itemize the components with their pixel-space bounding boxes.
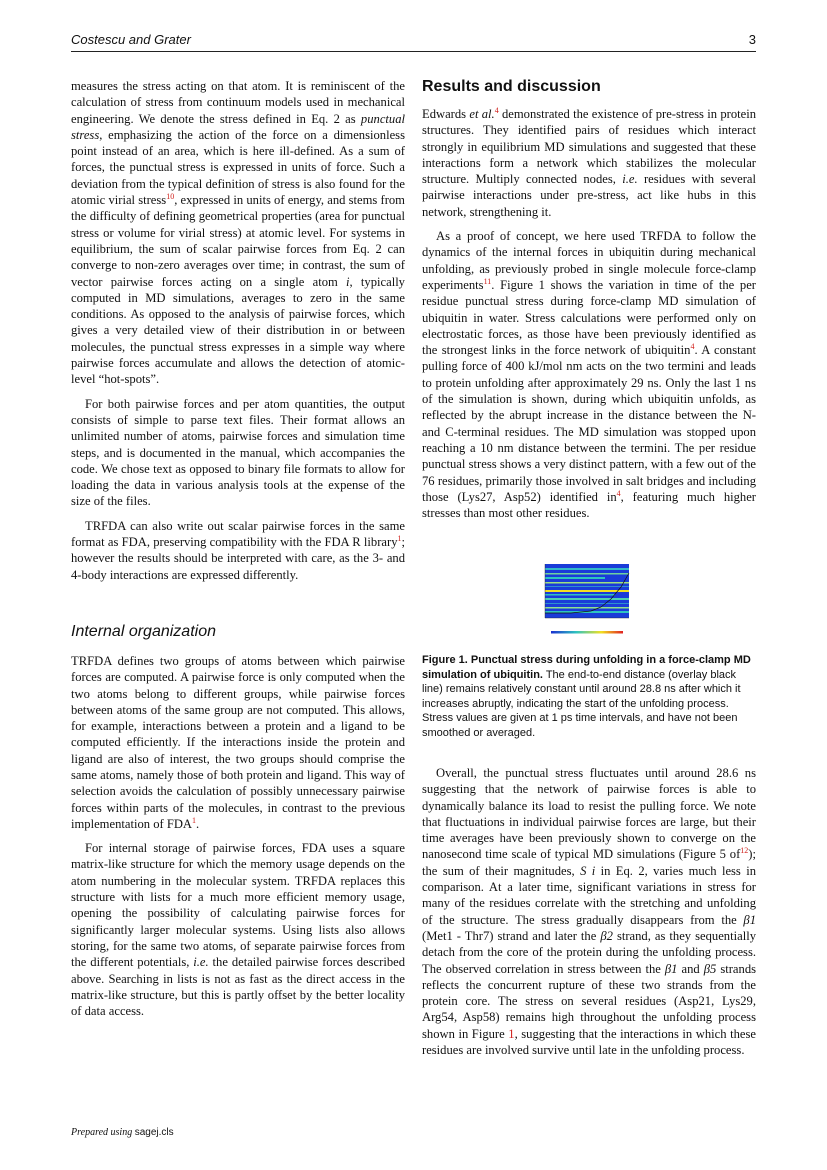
paragraph: Overall, the punctual stress fluctuates until around 28.6 ns suggesting that the network of pairwise forces is able to dynamically balance its load to resist the pulling force. We note that fluctuations in individual pairwise forces are large, but their time averages have been previously shown to converge on the nanosecond time scale of typical MD simulations (Figure 5 of$^{12}$); the sum of their magnitudes, S i in Eq. 2, varies much less in comparison. At a later time, significant variations in stress for many of the residues correlate with the stretching and unfolding of the structure. The stress gradually disappears from the β1 (Met1 - Thr7) strand and later the β2 strand, as they sequentially detach from the core of the protein during the unfolding process. The observed correlation in stress between the β1 and β5 strands reflects the concurrent rupture of these two strands from the protein core. The stress on several residues (Asp21, Lys29, Arg54, Asp58) remains high throughout the unfolding process shown in Figure 1, suggesting that the interactions in which these residues are involved survive until late in the unfolding process. bbox=[422, 766, 757, 1058]
paragraph: measures the stress acting on that atom. It is reminiscent of the calculation of stress from continuum models used in mechanical engineering. We denote the stress defined in Eq. 2 as punctual stress, emphasizing the action of the force on a dimensionless point instead of an area, which is here ill-defined. As a sum of forces, the punctual stress is expressed in units of force. Such a deviation from the typical definition of stress is also found for the atomic virial stress$^{10}$, expressed in units of energy, and stems from the difficulty of defining geometrical properties (area for punctual stress or volume for virial stress) at atomic level. For systems in equilibrium, the sum of scalar pairwise forces from Eq. 2 can converge to non-zero averages over time; in contrast, the sum of vector pairwise forces acting on a single atom i, typically computed in MD simulations, averages to zero in the same conditions. As opposed to the analysis of pairwise forces, which gives a very detailed view of their distribution in or between molecules, the punctual stress expresses in a simple way where pairwise forces accumulate and allows the detection of atomic-level “hot-spots”. bbox=[71, 79, 405, 387]
citation[interactable]: 11 bbox=[483, 276, 492, 286]
citation[interactable]: 12 bbox=[740, 846, 749, 856]
page-header bbox=[71, 30, 756, 52]
citation[interactable]: 1 bbox=[192, 815, 197, 825]
paragraph: TRFDA defines two groups of atoms between which pairwise forces are computed. A pairwise force is only computed when the two atoms belong to different groups, while pairwise forces between atoms of the same group are not computed. This allows, for example, interactions between a protein and a ligand to be computed efficiently. If the interactions inside the protein and ligand are also of interest, the two groups should comprise the same atoms, namely those of both protein and ligand. This way of selection avoids the calculation of possibly unnecessary pairwise forces within parts of the molecules, in contrast to the previous implementation of FDA$^1$. bbox=[71, 653, 405, 831]
citation[interactable]: 4 bbox=[690, 341, 695, 351]
paragraph: For both pairwise forces and per atom quantities, the output consists of simple to parse text files. Their format allows an unlimited number of atoms, pairwise forces and simulation time steps, and is documented in the manual, which accompanies the code. We chose text as opposed to binary file formats to allow for loading the data in various analysis tools at the expense of the size of the files. bbox=[71, 396, 405, 509]
colorbar bbox=[551, 631, 623, 634]
heatmap-figure bbox=[531, 561, 637, 641]
right-column-lower bbox=[422, 765, 756, 1058]
figure-1-heatmap bbox=[531, 561, 637, 641]
right-column bbox=[422, 78, 756, 521]
left-column bbox=[71, 78, 405, 1019]
running-head-authors: Costescu and Grater bbox=[71, 32, 191, 47]
citation[interactable]: 10 bbox=[166, 191, 175, 201]
figure-1-caption: Figure 1. Punctual stress during unfolding in a force-clamp MD simulation of ubiquitin. The end-to-end distance (overlay black line) remains relatively constant until around 28.8 ns after which it increases abruptly, indicating the start of the unfolding process. Stress values are given at 1 ps time intervals, and have not been smoothed or averaged. bbox=[422, 654, 751, 739]
paragraph: As a proof of concept, we here used TRFDA to follow the dynamics of the internal forces in ubiquitin during mechanical unfolding, as previously probed in single molecule force-clamp experiments$^{11}$. Figure 1 shows the variation in time of the per residue punctual stress during force-clamp MD simulation of ubiquitin in water. Stress calculations were performed only on electrostatic forces, as those have been previously identified as the strongest links in the force network of ubiquitin$^4$. A constant pulling force of 400 kJ/mol nm acts on the two termini and leads to protein unfolding after approximately 29 ns. Only the last 1 ns of the simulation is shown, during which ubiquitin unfolds, as reflected by the abrupt increase in the distance between the N- and C-terminal residues. The MD simulation was stopped upon reaching a 10 nm distance between the termini. The per residue punctual stress shows a very distinct pattern, with a few out of the 76 residues, primarily those involved in salt bridges and including those (Lys27, Asp52) identified in$^4$, featuring much higher stresses than most other residues. bbox=[422, 229, 757, 521]
section-title: Results and discussion bbox=[422, 78, 601, 95]
citation[interactable]: 4 bbox=[616, 488, 621, 498]
paragraph: Edwards et al.$^4$ demonstrated the existence of pre-stress in protein structures. They identified pairs of residues which interact strongly in equilibrium MD simulations and suggested that these interactions form a network which stabilizes the molecular structure. Multiply connected nodes, i.e. residues with several pairwise interactions under pre-stress, act like hubs in this network, strengthening it. bbox=[422, 105, 756, 219]
citation[interactable]: 1 bbox=[397, 533, 402, 543]
paragraph: TRFDA can also write out scalar pairwise forces in the same format as FDA, preserving compatibility with the FDA R library$^1$; however the results should be interpreted with care, as the 3- and 4-body interactions are expressed differently. bbox=[71, 518, 405, 582]
page-footer: Prepared using sagej.cls bbox=[71, 1127, 174, 1138]
citation[interactable]: 4 bbox=[494, 105, 499, 115]
figure-reference[interactable]: 1 bbox=[508, 1026, 515, 1041]
page-number: 3 bbox=[748, 32, 756, 47]
paragraph: For internal storage of pairwise forces, FDA uses a square matrix-like structure for which the memory usage depends on the atom numbering in the molecular system. TRFDA replaces this structure with lists for a much more efficient memory usage, opening the possibility of calculating pairwise forces for significantly larger molecular systems. Using lists also allows storing, for the same two atoms, of separate pairwise forces from the different potentials, i.e. the detailed pairwise forces described above. Searching in lists is not as fast as the direct access in the matrix-like structure, but this is partly offset by the better locality of data access. bbox=[71, 841, 406, 1019]
subsection-title: Internal organization bbox=[71, 622, 216, 640]
